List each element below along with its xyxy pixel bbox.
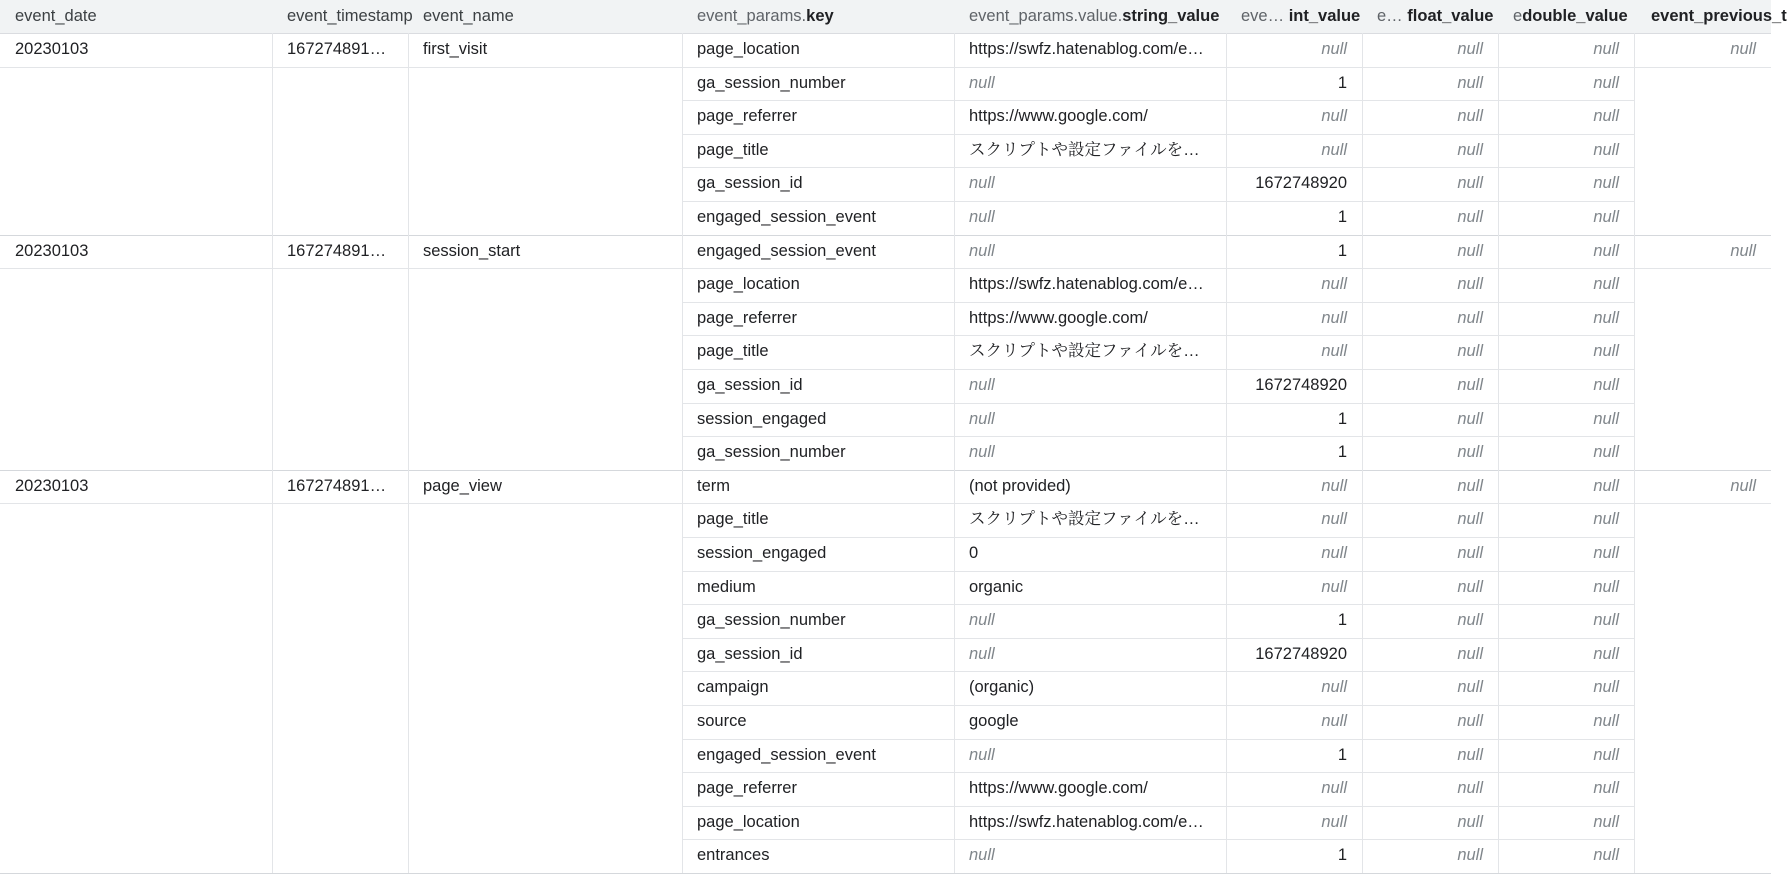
header-int-value-prefix: eve…	[1241, 7, 1285, 25]
param-int-value-cell[interactable]: null	[1321, 678, 1347, 697]
param-key-cell[interactable]: session_engaged	[697, 409, 827, 428]
header-double-value-prefix: e	[1513, 7, 1523, 25]
column-divider	[1498, 235, 1499, 470]
param-string-value-cell[interactable]: null	[969, 611, 995, 630]
param-key-cell[interactable]: engaged_session_event	[697, 745, 876, 764]
param-double-value-cell[interactable]: null	[1593, 812, 1619, 831]
header-params-key[interactable]	[682, 0, 954, 33]
param-string-value-cell[interactable]: 0	[969, 544, 979, 562]
header-float-value-prefix: e…	[1377, 7, 1403, 25]
param-float-value-cell[interactable]: null	[1457, 712, 1483, 730]
param-float-value-cell[interactable]: null	[1457, 208, 1483, 226]
column-divider	[682, 470, 683, 873]
param-string-value-cell[interactable]: スクリプトや設定ファイルを…	[969, 140, 1200, 159]
column-divider	[1226, 470, 1227, 873]
param-float-value-cell[interactable]: null	[1457, 476, 1483, 495]
event-previous-timestamp-cell[interactable]: null	[1730, 476, 1756, 495]
param-string-value-cell[interactable]: null	[969, 443, 995, 462]
param-float-value-cell[interactable]: null	[1457, 443, 1483, 462]
param-key-cell[interactable]: page_title	[697, 342, 769, 361]
header-string-value[interactable]	[954, 0, 1226, 33]
param-float-value-cell[interactable]: null	[1457, 544, 1483, 562]
event-name-cell[interactable]: first_visit	[423, 40, 488, 58]
param-key-cell[interactable]: page_title	[697, 510, 769, 529]
param-int-value-cell[interactable]: null	[1321, 812, 1347, 831]
event-timestamp-cell[interactable]: 167274891…	[287, 476, 387, 495]
param-float-value-cell[interactable]: null	[1457, 107, 1483, 126]
header-string-value-field: string_value	[1122, 7, 1220, 25]
column-divider	[954, 33, 955, 235]
column-divider	[954, 470, 955, 873]
column-divider	[272, 235, 273, 470]
param-int-value-cell[interactable]: 1	[1337, 409, 1347, 428]
param-string-value-cell[interactable]: null	[969, 745, 995, 764]
header-float-value-field: float_value	[1407, 7, 1494, 25]
param-double-value-cell[interactable]: null	[1593, 644, 1619, 663]
event-previous-timestamp-cell[interactable]: null	[1730, 40, 1756, 58]
event-date-cell[interactable]: 20230103	[15, 40, 89, 58]
param-string-value-cell[interactable]: null	[969, 208, 995, 226]
param-float-value-cell[interactable]: null	[1457, 812, 1483, 831]
param-double-value-cell[interactable]: null	[1593, 208, 1619, 226]
param-int-value-cell[interactable]: null	[1321, 577, 1347, 596]
header-params-key-prefix: event_params.	[697, 7, 807, 25]
param-double-value-cell[interactable]: null	[1593, 140, 1619, 159]
param-double-value-cell[interactable]: null	[1593, 544, 1619, 562]
param-key-cell[interactable]: ga_session_id	[697, 376, 803, 394]
param-int-value-cell[interactable]: 1672748920	[1255, 174, 1347, 193]
column-divider	[1498, 33, 1499, 235]
column-divider	[1226, 235, 1227, 470]
param-float-value-cell[interactable]: null	[1457, 745, 1483, 764]
header-params-key-field: key	[806, 7, 834, 25]
column-divider	[1634, 33, 1635, 235]
param-float-value-cell[interactable]: null	[1457, 342, 1483, 361]
header-string-value-prefix: event_params.value.	[969, 7, 1123, 25]
param-int-value-cell[interactable]: null	[1321, 712, 1347, 730]
param-key-cell[interactable]: page_referrer	[697, 107, 797, 126]
param-key-cell[interactable]: engaged_session_event	[697, 208, 876, 226]
column-divider	[682, 235, 683, 470]
param-string-value-cell[interactable]: google	[969, 712, 1019, 730]
param-key-cell[interactable]: ga_session_id	[697, 644, 803, 663]
param-float-value-cell[interactable]: null	[1457, 577, 1483, 596]
param-double-value-cell[interactable]: null	[1593, 275, 1619, 294]
column-divider	[954, 235, 955, 470]
param-int-value-cell[interactable]: null	[1321, 40, 1347, 58]
column-divider	[1362, 470, 1363, 873]
param-key-cell[interactable]: page_referrer	[697, 779, 797, 798]
param-int-value-cell[interactable]: null	[1321, 308, 1347, 327]
param-key-cell[interactable]: ga_session_id	[697, 174, 803, 193]
param-int-value-cell[interactable]: 1	[1337, 443, 1347, 462]
param-double-value-cell[interactable]: null	[1593, 678, 1619, 697]
param-float-value-cell[interactable]: null	[1457, 241, 1483, 260]
param-key-cell[interactable]: page_location	[697, 40, 800, 58]
param-key-cell[interactable]: medium	[697, 577, 756, 596]
param-key-cell[interactable]: session_engaged	[697, 544, 827, 562]
param-int-value-cell[interactable]: null	[1321, 275, 1347, 294]
param-int-value-cell[interactable]: 1672748920	[1255, 644, 1347, 663]
column-divider	[1634, 470, 1635, 873]
param-int-value-cell[interactable]: 1	[1337, 611, 1347, 630]
column-divider	[682, 33, 683, 235]
column-divider	[408, 235, 409, 470]
param-float-value-cell[interactable]: null	[1457, 678, 1483, 697]
column-divider	[1362, 33, 1363, 235]
param-double-value-cell[interactable]: null	[1593, 443, 1619, 462]
param-double-value-cell[interactable]: null	[1593, 779, 1619, 798]
param-int-value-cell[interactable]: 1	[1337, 241, 1347, 260]
param-double-value-cell[interactable]: null	[1593, 577, 1619, 596]
param-string-value-cell[interactable]: スクリプトや設定ファイルを…	[969, 342, 1200, 361]
param-float-value-cell[interactable]: null	[1457, 376, 1483, 394]
column-divider	[272, 33, 273, 235]
event-name-cell[interactable]: page_view	[423, 476, 502, 495]
param-double-value-cell[interactable]: null	[1593, 611, 1619, 630]
param-float-value-cell[interactable]: null	[1457, 308, 1483, 327]
header-event-timestamp[interactable]	[272, 0, 413, 33]
param-float-value-cell[interactable]: null	[1457, 409, 1483, 428]
param-string-value-cell[interactable]: https://swfz.hatenablog.com/e…	[969, 275, 1204, 294]
header-event-timestamp-label: event_timestamp	[287, 7, 413, 25]
column-divider	[272, 470, 273, 873]
param-int-value-cell[interactable]: 1	[1337, 73, 1347, 92]
param-float-value-cell[interactable]: null	[1457, 73, 1483, 92]
header-event-name-label: event_name	[423, 7, 514, 25]
param-double-value-cell[interactable]: null	[1593, 510, 1619, 529]
param-key-cell[interactable]: term	[697, 476, 730, 495]
param-double-value-cell[interactable]: null	[1593, 476, 1619, 495]
column-divider	[408, 33, 409, 235]
param-float-value-cell[interactable]: null	[1457, 644, 1483, 663]
event-date-cell[interactable]: 20230103	[15, 241, 89, 260]
header-float-value[interactable]	[1362, 0, 1498, 33]
param-key-cell[interactable]: ga_session_number	[697, 611, 846, 630]
param-float-value-cell[interactable]: null	[1457, 779, 1483, 798]
param-float-value-cell[interactable]: null	[1457, 846, 1483, 865]
row-divider	[0, 873, 1771, 874]
param-string-value-cell[interactable]: スクリプトや設定ファイルを…	[969, 510, 1200, 529]
header-int-value[interactable]	[1226, 0, 1362, 33]
param-double-value-cell[interactable]: null	[1593, 40, 1619, 58]
param-int-value-cell[interactable]: 1672748920	[1255, 376, 1347, 394]
param-int-value-cell[interactable]: null	[1321, 779, 1347, 798]
param-int-value-cell[interactable]: null	[1321, 510, 1347, 529]
param-key-cell[interactable]: entrances	[697, 846, 770, 865]
param-string-value-cell[interactable]: null	[969, 846, 995, 865]
param-key-cell[interactable]: page_title	[697, 140, 769, 159]
param-string-value-cell[interactable]: https://www.google.com/	[969, 308, 1148, 327]
param-int-value-cell[interactable]: null	[1321, 476, 1347, 495]
param-string-value-cell[interactable]: null	[969, 644, 995, 663]
param-string-value-cell[interactable]: null	[969, 376, 995, 394]
param-double-value-cell[interactable]: null	[1593, 712, 1619, 730]
param-string-value-cell[interactable]: (not provided)	[969, 476, 1071, 495]
param-int-value-cell[interactable]: null	[1321, 342, 1347, 361]
param-float-value-cell[interactable]: null	[1457, 174, 1483, 193]
param-int-value-cell[interactable]: 1	[1337, 745, 1347, 764]
param-string-value-cell[interactable]: organic	[969, 577, 1024, 596]
param-double-value-cell[interactable]: null	[1593, 73, 1619, 92]
event-timestamp-cell[interactable]: 167274891…	[287, 40, 387, 58]
param-key-cell[interactable]: engaged_session_event	[697, 241, 876, 260]
header-int-value-field: int_value	[1288, 7, 1361, 25]
param-key-cell[interactable]: page_referrer	[697, 308, 797, 327]
param-string-value-cell[interactable]: https://www.google.com/	[969, 107, 1148, 126]
column-divider	[1226, 33, 1227, 235]
param-int-value-cell[interactable]: null	[1321, 544, 1347, 562]
param-float-value-cell[interactable]: null	[1457, 275, 1483, 294]
param-string-value-cell[interactable]: null	[969, 409, 995, 428]
param-int-value-cell[interactable]: 1	[1337, 208, 1347, 226]
param-key-cell[interactable]: page_location	[697, 275, 800, 294]
param-key-cell[interactable]: ga_session_number	[697, 443, 846, 462]
header-event-previous-timestamp[interactable]	[1636, 0, 1787, 33]
column-header-row	[0, 0, 1787, 34]
param-string-value-cell[interactable]: null	[969, 174, 995, 193]
param-string-value-cell[interactable]: null	[969, 241, 995, 260]
param-string-value-cell[interactable]: https://swfz.hatenablog.com/e…	[969, 40, 1204, 58]
param-float-value-cell[interactable]: null	[1457, 510, 1483, 529]
event-timestamp-cell[interactable]: 167274891…	[287, 241, 387, 260]
header-event-previous-timestamp-label: event_previous_t	[1651, 7, 1787, 25]
param-float-value-cell[interactable]: null	[1457, 140, 1483, 159]
param-key-cell[interactable]: ga_session_number	[697, 73, 846, 92]
header-event-date[interactable]	[0, 0, 272, 33]
header-double-value[interactable]	[1498, 0, 1634, 33]
param-float-value-cell[interactable]: null	[1457, 611, 1483, 630]
param-int-value-cell[interactable]: null	[1321, 140, 1347, 159]
param-float-value-cell[interactable]: null	[1457, 40, 1483, 58]
param-double-value-cell[interactable]: null	[1593, 409, 1619, 428]
event-previous-timestamp-cell[interactable]: null	[1730, 241, 1756, 260]
param-int-value-cell[interactable]: null	[1321, 107, 1347, 126]
param-key-cell[interactable]: source	[697, 712, 747, 730]
column-divider	[1634, 235, 1635, 470]
header-event-name[interactable]	[408, 0, 680, 33]
param-key-cell[interactable]: page_location	[697, 812, 800, 831]
header-double-value-field: double_value	[1522, 7, 1628, 25]
event-name-cell[interactable]: session_start	[423, 241, 521, 260]
param-double-value-cell[interactable]: null	[1593, 174, 1619, 193]
param-double-value-cell[interactable]: null	[1593, 107, 1619, 126]
param-string-value-cell[interactable]: https://www.google.com/	[969, 779, 1148, 798]
param-double-value-cell[interactable]: null	[1593, 745, 1619, 764]
param-string-value-cell[interactable]: https://swfz.hatenablog.com/e…	[969, 812, 1204, 831]
param-string-value-cell[interactable]: null	[969, 73, 995, 92]
param-double-value-cell[interactable]: null	[1593, 308, 1619, 327]
column-divider	[408, 470, 409, 873]
param-double-value-cell[interactable]: null	[1593, 241, 1619, 260]
event-date-cell[interactable]: 20230103	[15, 476, 89, 495]
column-divider	[1362, 235, 1363, 470]
param-double-value-cell[interactable]: null	[1593, 846, 1619, 865]
param-string-value-cell[interactable]: (organic)	[969, 678, 1035, 697]
param-int-value-cell[interactable]: 1	[1337, 846, 1347, 865]
param-double-value-cell[interactable]: null	[1593, 376, 1619, 394]
header-event-date-label: event_date	[15, 7, 97, 25]
param-key-cell[interactable]: campaign	[697, 678, 769, 697]
param-double-value-cell[interactable]: null	[1593, 342, 1619, 361]
column-divider	[1498, 470, 1499, 873]
